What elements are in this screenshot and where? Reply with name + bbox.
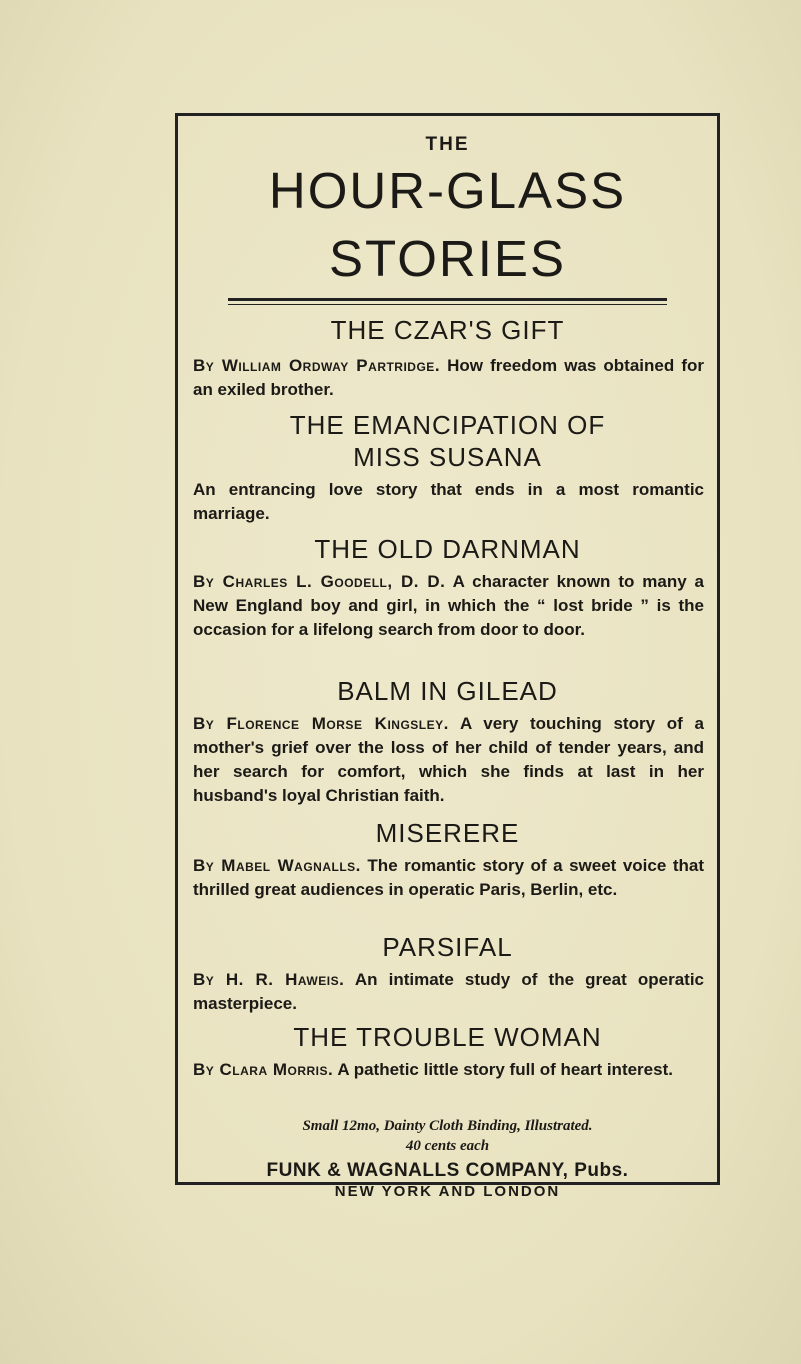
series-title-line1: HOUR-GLASS — [268, 162, 627, 219]
price-note: 40 cents each — [405, 1138, 490, 1154]
story-byline: By Florence Morse Kingsley. — [193, 714, 449, 733]
story-description — [193, 712, 704, 808]
story-description — [193, 968, 704, 1016]
story-text: An entrancing love story that ends in a most romantic marriage. — [193, 480, 704, 523]
header-the: THE — [425, 134, 470, 155]
story-title: THE TROUBLE WOMAN — [293, 1022, 602, 1052]
story-text: A pathetic little story full of heart interest. — [337, 1060, 673, 1079]
advertisement-content — [178, 116, 717, 1200]
story-description — [193, 478, 704, 526]
story-title: MISERERE — [375, 818, 520, 848]
story-description — [193, 570, 704, 642]
story-byline: By Clara Morris. — [193, 1060, 334, 1079]
story-title: THE CZAR'S GIFT — [330, 315, 565, 345]
story-byline: By H. R. Haweis. — [193, 970, 345, 989]
story-description — [193, 1058, 704, 1082]
story-title: PARSIFAL — [382, 932, 513, 962]
format-note: Small 12mo, Dainty Cloth Binding, Illustrated. — [302, 1118, 593, 1134]
publisher-cities: NEW YORK AND LONDON — [334, 1183, 561, 1200]
story-text: The romantic story of a sweet voice that thrilled great audiences in operatic Paris, Berlin, etc. — [193, 856, 704, 899]
story-text: How freedom was obtained for an exiled brother. — [193, 356, 704, 399]
story-title: BALM IN GILEAD — [337, 676, 558, 706]
advertisement-frame — [175, 113, 720, 1200]
story-byline: By Charles L. Goodell, D. D. — [193, 572, 446, 591]
story-title-line2: MISS SUSANA — [353, 442, 542, 472]
story-description — [193, 854, 704, 902]
story-byline: By William Ordway Partridge. — [193, 356, 441, 375]
story-title: THE OLD DARNMAN — [314, 534, 581, 564]
story-byline: By Mabel Wagnalls. — [193, 856, 361, 875]
publisher-name: FUNK & WAGNALLS COMPANY, Pubs. — [266, 1160, 629, 1181]
series-title-line2: STORIES — [329, 230, 566, 287]
story-text: A very touching story of a mother's grief over the loss of her child of tender years, and her search for comfort, which she finds at last in her husband's loyal Christian faith. — [193, 714, 704, 805]
double-rule-divider — [228, 298, 667, 305]
story-text: A character known to many a New England boy and girl, in which the “ lost bride ” is the occasion for a lifelong search from door to door. — [193, 572, 705, 639]
story-text: An intimate study of the great operatic masterpiece. — [193, 970, 705, 1013]
story-title-line1: THE EMANCIPATION OF — [289, 410, 606, 440]
story-description — [193, 354, 704, 402]
